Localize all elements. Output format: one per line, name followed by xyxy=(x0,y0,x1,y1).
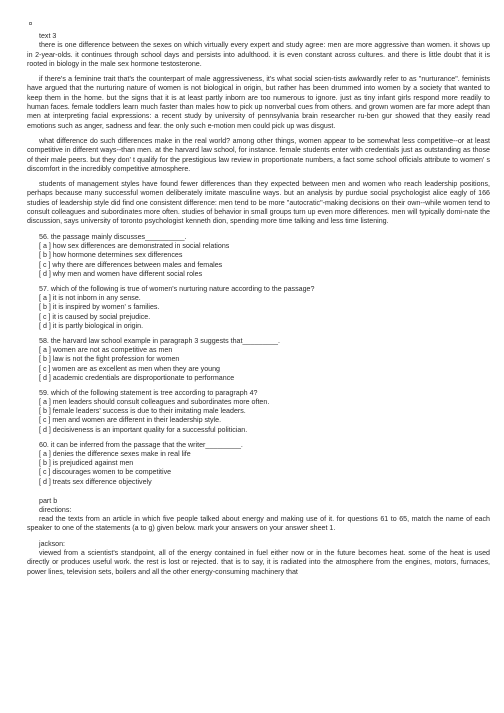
directions-text: read the texts from an article in which five people talked about energy and making use of it. for questions 61 to 65, match the name of each speaker to one of the statements (a to g) given below. mark your answers on your answer sheet 1. xyxy=(27,515,490,533)
option-a: [ a ] denies the difference sexes make in real life xyxy=(39,449,191,458)
speaker-label: jackson: xyxy=(39,539,66,548)
option-a: [ a ] it is not inborn in any sense. xyxy=(39,293,141,302)
option-d: [ d ] it is partly biological in origin. xyxy=(39,321,144,330)
paragraph-2: if there's a feminine trait that's the counterpart of male aggressiveness, it's what social scien-tists awkwardly refer to as "nurturance". feminists have argued that the nurturing nature of women is not biological in origin, but rather has been drummed into women by a society that wanted to keep them in the home. but the signs that it is at least partly inborn are too numerous to ignore. just as tiny infant girls respond more readily to human faces. female toddlers learn much faster than males how to pick up nonverbal cues from others. and grown women are far more adept than men at interpreting facial expressions: a recent study by university of pennsylvania brain researcher ru-ben gur showed that they easily read emotions such as anger, sadness and fear. the only such e-motion men could pick up was disgust. xyxy=(27,75,490,130)
paragraph-4: students of management styles have found fewer differences than they expected between men and women who reach leadership positions, perhaps because many successful women deliberately imitate masculine ways. but an analysis by purdue social psychologist alice eagly of 166 studies of leadership style did find one consistent difference: men tend to be more "autocratic"-making decisions on their own--while women tend to consult colleagues and subordinates more often. studies of behavior in small groups turn up even more differences. men will typically domi-nate the discussion, says university of toronto psychologist kenneth dion, spending more time talking and less time listening. xyxy=(27,180,490,226)
question-stem: 58. the harvard law school example in paragraph 3 suggests that_________. xyxy=(39,336,280,345)
question-58 xyxy=(27,337,490,383)
paragraph-3: what difference do such differences make in the real world? among other things, women appear to be somewhat less competitive--or at least competitive in different ways--than men. at the harvard law school, for instance. female students enter with credentials just as outstanding as those of their male peers. but they don' t qualify for the prestigious law review in proportionate numbers, a fact some school officials attribute to women' s discomfort in the incredibly competitive atmosphere. xyxy=(27,136,490,173)
speaker-text: viewed from a scientist's standpoint, all of the energy contained in fuel either now or in the future becomes heat. some of the heat is used directly or produces useful work. the rest is lost or rejected. that is to say, it is radiated into the atmosphere from the engines, motors, furnaces, power lines, television sets, boilers and all the other energy-consuming machinery that xyxy=(27,549,490,576)
option-b: [ b ] how hormone determines sex differences xyxy=(39,251,183,260)
option-b: [ b ] female leaders' success is due to their imitating male leaders. xyxy=(39,407,246,416)
option-d: [ d ] treats sex difference objectively xyxy=(39,477,152,486)
question-stem: 60. it can be inferred from the passage that the writer_________. xyxy=(39,440,243,449)
option-a: [ a ] women are not as competitive as men xyxy=(39,345,173,354)
option-b: [ b ] law is not the fight profession for women xyxy=(39,355,180,364)
document-content xyxy=(27,32,490,583)
option-c: [ c ] it is caused by social prejudice. xyxy=(39,312,151,321)
text-label: text 3 xyxy=(39,32,57,40)
option-c: [ c ] discourages women to be competitive xyxy=(39,468,172,477)
option-b: [ b ] is prejudiced against men xyxy=(39,459,134,468)
option-c: [ c ] why there are differences between males and females xyxy=(39,260,223,269)
directions-label: directions: xyxy=(39,505,72,514)
page-corner-mark xyxy=(29,22,32,25)
option-b: [ b ] it is inspired by women' s families. xyxy=(39,303,160,312)
question-stem: 59. which of the following statement is tree according to paragraph 4? xyxy=(39,388,258,397)
option-d: [ d ] decisiveness is an important quality for a successful politician. xyxy=(39,425,248,434)
option-d: [ d ] why men and women have different social roles xyxy=(39,269,203,278)
questions xyxy=(27,233,490,487)
passage xyxy=(27,41,490,226)
question-stem: 56. the passage mainly discusses__________. xyxy=(39,232,187,241)
paragraph-1: there is one difference between the sexes on which virtually every expert and study agree: men are more aggressive than women. it shows up in 2-year-olds. it continues through school days and persists into adulthood. it is even constant across cultures. and there is little doubt that it is rooted in biology in the male sex hormone testosterone. xyxy=(27,41,490,68)
question-60 xyxy=(27,441,490,487)
option-c: [ c ] women are as excellent as men when they are young xyxy=(39,364,220,373)
question-59 xyxy=(27,389,490,435)
option-d: [ d ] academic credentials are disproportionate to performance xyxy=(39,373,235,382)
question-57 xyxy=(27,285,490,331)
option-a: [ a ] men leaders should consult colleagues and subordinates more often. xyxy=(39,397,270,406)
part-label: part b xyxy=(39,496,58,505)
option-c: [ c ] men and women are different in their leadership style. xyxy=(39,416,222,425)
question-56 xyxy=(27,233,490,279)
question-stem: 57. which of the following is true of women's nurturing nature according to the passage? xyxy=(39,284,315,293)
option-a: [ a ] how sex differences are demonstrated in social relations xyxy=(39,241,230,250)
